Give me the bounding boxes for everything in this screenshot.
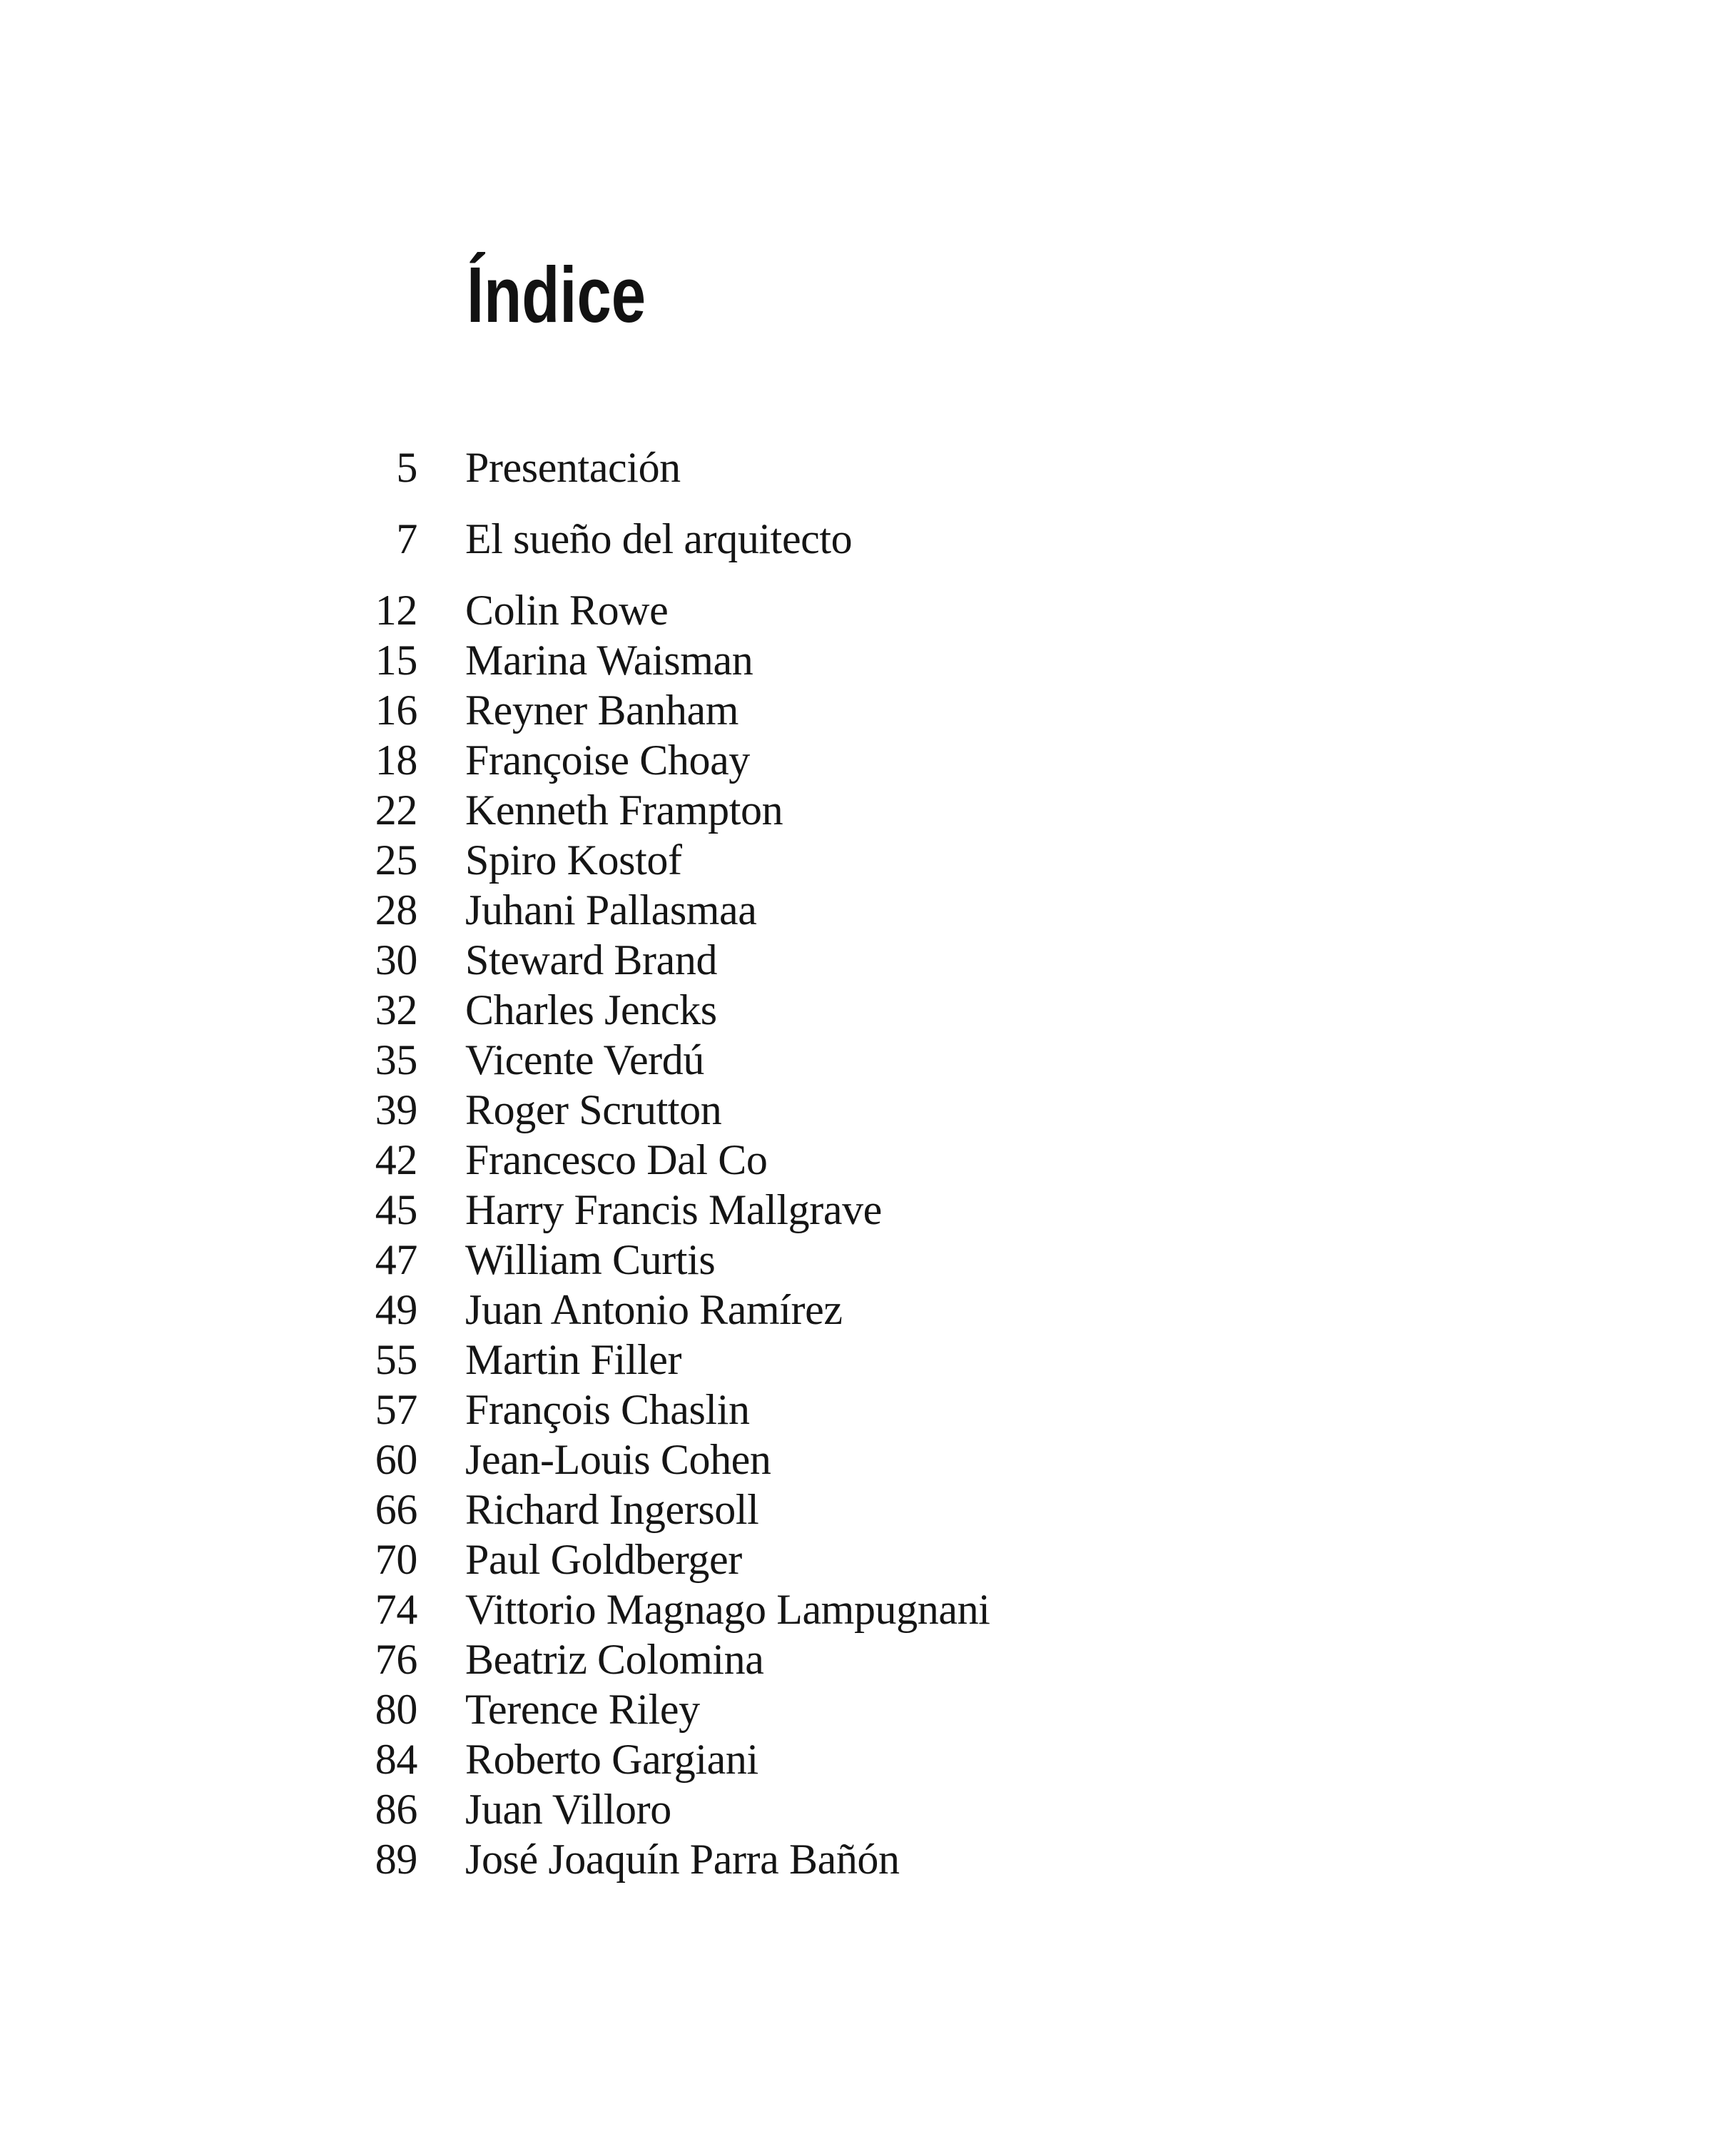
- toc-entry-title: Harry Francis Mallgrave: [465, 1186, 882, 1233]
- toc-entry: [346, 585, 990, 635]
- toc-entry-page-number: 89: [375, 1836, 417, 1883]
- toc-entry-page-number: 80: [375, 1686, 417, 1733]
- toc-entry-page-number: 22: [375, 787, 417, 834]
- toc-entry: [346, 735, 990, 785]
- toc-entry: [346, 514, 990, 564]
- toc-entry: [346, 1684, 990, 1734]
- toc-entry: [346, 835, 990, 885]
- toc-entry-title: Charles Jencks: [465, 986, 717, 1033]
- toc-entry-title: Spiro Kostof: [465, 836, 682, 884]
- toc-entry-title: Richard Ingersoll: [465, 1486, 759, 1533]
- toc-entry-page-number: 32: [375, 986, 417, 1033]
- toc-entry-page-number: 30: [375, 936, 417, 984]
- toc-entry: [346, 1235, 990, 1285]
- toc-entry-title: Vittorio Magnago Lampugnani: [465, 1586, 990, 1633]
- toc-entry: [346, 1185, 990, 1235]
- toc-entry-title: Juan Villoro: [465, 1786, 671, 1833]
- toc-entry-page-number: 16: [375, 687, 417, 734]
- page-title-text: Índice: [467, 251, 646, 339]
- toc-entry-page-number: 76: [375, 1636, 417, 1683]
- toc-entry: [346, 1584, 990, 1634]
- toc-entry-page-number: 60: [375, 1436, 417, 1483]
- toc-entry: [346, 1335, 990, 1385]
- toc-entry: [346, 1784, 990, 1834]
- toc-entry-page-number: 35: [375, 1036, 417, 1083]
- table-of-contents: [346, 443, 990, 1884]
- toc-entry-title: El sueño del arquitecto: [465, 515, 853, 562]
- toc-entry-title: Francesco Dal Co: [465, 1136, 768, 1183]
- toc-entry-page-number: 66: [375, 1486, 417, 1533]
- toc-entry-title: Presentación: [465, 444, 681, 491]
- toc-entry-title: Vicente Verdú: [465, 1036, 704, 1083]
- toc-entry: [346, 885, 990, 935]
- toc-entry-title: Jean-Louis Cohen: [465, 1436, 771, 1483]
- toc-entry-title: Roberto Gargiani: [465, 1736, 758, 1783]
- toc-entry-title: Steward Brand: [465, 936, 718, 984]
- toc-entry: [346, 1634, 990, 1684]
- toc-entry-title: Juan Antonio Ramírez: [465, 1286, 843, 1333]
- toc-entry-page-number: 5: [396, 444, 417, 491]
- toc-entry: [346, 685, 990, 735]
- toc-front-section: [346, 443, 990, 564]
- toc-entry: [346, 1385, 990, 1435]
- toc-entry-page-number: 84: [375, 1736, 417, 1783]
- toc-entry-page-number: 15: [375, 637, 417, 684]
- toc-entry-title: Kenneth Frampton: [465, 787, 783, 834]
- toc-entry-page-number: 74: [375, 1586, 417, 1633]
- toc-entry-page-number: 49: [375, 1286, 417, 1333]
- toc-entry-page-number: 47: [375, 1236, 417, 1283]
- toc-entry: [346, 1534, 990, 1584]
- toc-entry-page-number: 55: [375, 1336, 417, 1383]
- toc-entry: [346, 443, 990, 492]
- toc-entry: [346, 1085, 990, 1135]
- toc-entry: [346, 1135, 990, 1185]
- toc-entry-page-number: 7: [396, 515, 417, 562]
- toc-entry: [346, 1834, 990, 1884]
- toc-entry-title: Beatriz Colomina: [465, 1636, 764, 1683]
- toc-entry-page-number: 70: [375, 1536, 417, 1583]
- toc-entry: [346, 1035, 990, 1085]
- toc-entry-title: Marina Waisman: [465, 637, 753, 684]
- toc-entry: [346, 785, 990, 835]
- toc-entry-title: Paul Goldberger: [465, 1536, 742, 1583]
- toc-entry: [346, 1485, 990, 1534]
- toc-entry-title: Colin Rowe: [465, 587, 669, 634]
- toc-entry-page-number: 12: [375, 587, 417, 634]
- page-title: [467, 251, 694, 339]
- toc-entry-title: Reyner Banham: [465, 687, 739, 734]
- toc-entry-title: José Joaquín Parra Bañón: [465, 1836, 900, 1883]
- toc-entry-page-number: 45: [375, 1186, 417, 1233]
- toc-entry: [346, 1734, 990, 1784]
- toc-entry-title: Juhani Pallasmaa: [465, 886, 757, 934]
- toc-authors-section: [346, 585, 990, 1884]
- toc-entry-page-number: 25: [375, 836, 417, 884]
- toc-entry: [346, 985, 990, 1035]
- toc-entry-page-number: 86: [375, 1786, 417, 1833]
- toc-entry: [346, 935, 990, 985]
- toc-entry-page-number: 42: [375, 1136, 417, 1183]
- toc-entry-page-number: 18: [375, 737, 417, 784]
- toc-entry: [346, 1285, 990, 1335]
- toc-entry-title: Martin Filler: [465, 1336, 682, 1383]
- toc-entry-title: François Chaslin: [465, 1386, 750, 1433]
- toc-entry-title: Terence Riley: [465, 1686, 700, 1733]
- toc-entry-page-number: 28: [375, 886, 417, 934]
- toc-entry-page-number: 57: [375, 1386, 417, 1433]
- toc-entry-title: William Curtis: [465, 1236, 716, 1283]
- toc-entry: [346, 635, 990, 685]
- toc-entry-title: Françoise Choay: [465, 737, 750, 784]
- toc-entry: [346, 1435, 990, 1485]
- toc-entry-page-number: 39: [375, 1086, 417, 1133]
- toc-entry-title: Roger Scrutton: [465, 1086, 722, 1133]
